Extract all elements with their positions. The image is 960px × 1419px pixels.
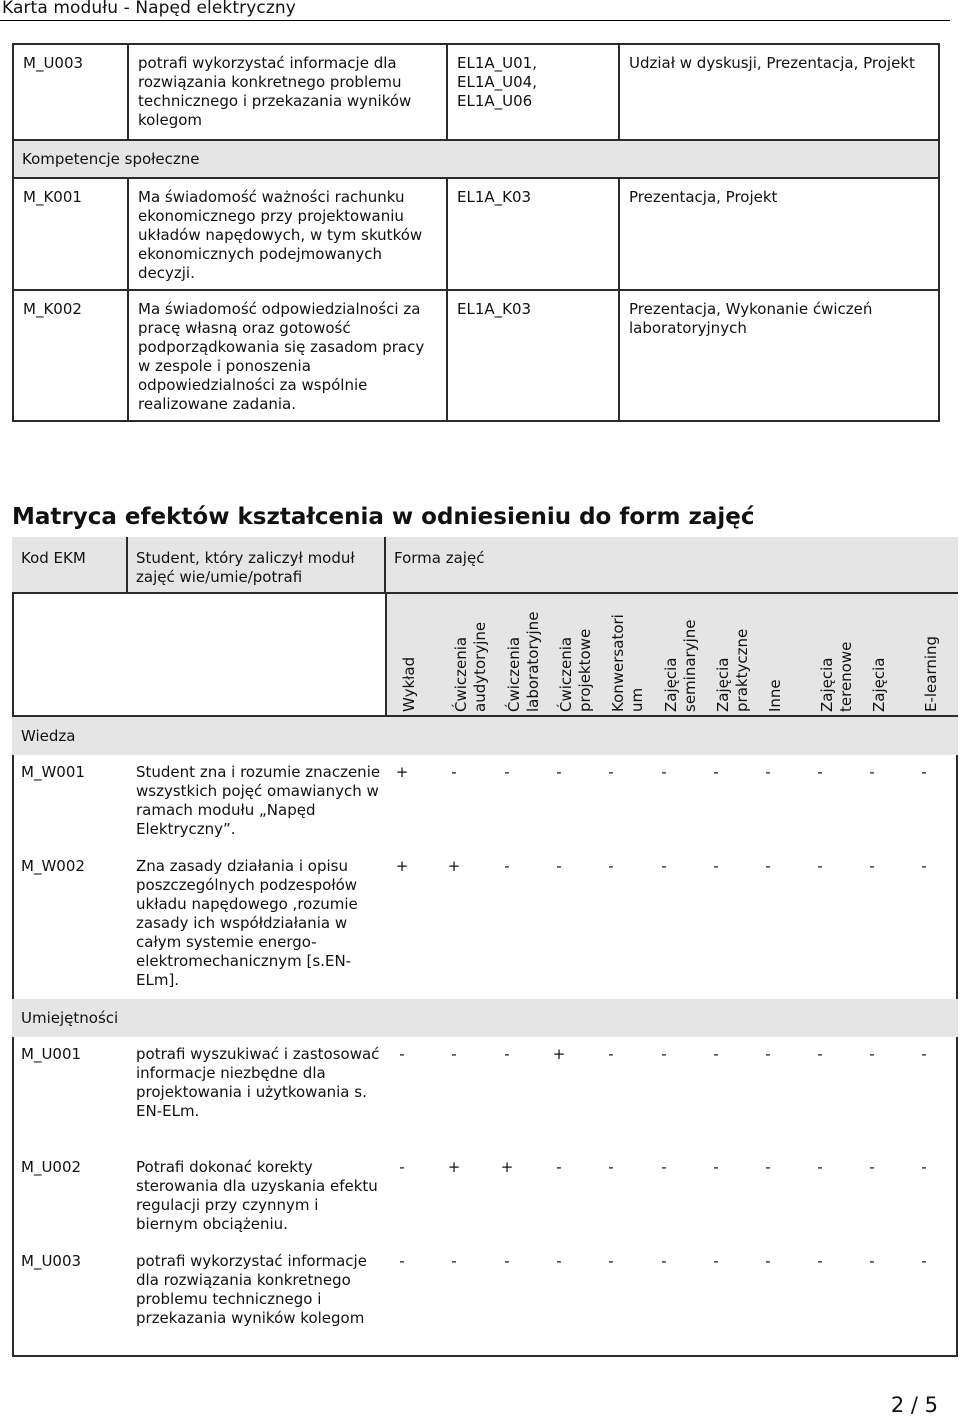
form-header-label: Zajęcia seminaryjne [662, 619, 699, 712]
form-header-6 [714, 592, 766, 712]
form-header-5 [662, 592, 714, 712]
form-header-1 [452, 592, 504, 712]
form-mark: - [869, 1252, 875, 1270]
table-row [13, 44, 939, 140]
form-mark: - [713, 1252, 719, 1270]
form-mark: - [713, 1158, 719, 1176]
form-mark: - [869, 1158, 875, 1176]
form-mark: - [921, 1252, 927, 1270]
form-mark: - [817, 1158, 823, 1176]
form-header-label: Konwersatori um [609, 614, 646, 712]
form-mark: - [451, 763, 457, 781]
form-mark: - [608, 1045, 614, 1063]
outcome-code: M_K002 [13, 290, 128, 421]
outcome-code: M_K001 [13, 178, 128, 290]
form-mark: - [713, 763, 719, 781]
col-forms-header: Forma zajęć [394, 549, 485, 567]
section-title-wiedza: Wiedza [21, 727, 76, 745]
form-mark: + [447, 1158, 461, 1176]
form-mark: + [500, 1158, 514, 1176]
outcome-methods: Prezentacja, Wykonanie ćwiczeń laboratoryjnych [619, 290, 939, 421]
form-header-7 [766, 592, 818, 712]
form-mark: - [869, 1045, 875, 1063]
form-mark: + [552, 1045, 566, 1063]
form-mark: - [399, 1158, 405, 1176]
form-mark: - [399, 1045, 405, 1063]
outcome-methods: Prezentacja, Projekt [619, 178, 939, 290]
section-band-wiedza [12, 717, 958, 755]
matrix-table [12, 537, 958, 1357]
form-header-label: Zajęcia terenowe [818, 641, 855, 712]
form-mark: - [451, 1252, 457, 1270]
form-header-label: Ćwiczenia laboratoryjne [505, 611, 542, 712]
form-header-4 [609, 592, 661, 712]
form-mark: - [556, 763, 562, 781]
form-header-3 [557, 592, 609, 712]
outcome-description: Ma świadomość ważności rachunku ekonomicznego przy projektowaniu układów napędowych, w tym skutków ekonomicznych podejmowanych decyzji. [128, 178, 447, 290]
form-header-10 [922, 592, 960, 712]
form-mark: - [869, 857, 875, 875]
row-description: Student zna i rozumie znaczenie wszystkich pojęć omawianych w ramach modułu „Napęd Elektryczny”. [136, 763, 381, 838]
form-mark: - [817, 857, 823, 875]
form-header-label: Wykład [400, 656, 418, 712]
row-divider [12, 715, 958, 717]
form-mark: - [556, 857, 562, 875]
learning-outcomes-table [12, 43, 940, 422]
form-mark: - [504, 857, 510, 875]
form-mark: - [817, 1252, 823, 1270]
form-mark: - [504, 1252, 510, 1270]
section-title: Kompetencje społeczne [13, 140, 939, 178]
form-mark: - [661, 1158, 667, 1176]
form-header-0 [400, 592, 452, 712]
header-divider [0, 20, 950, 21]
form-header-label: Inne [766, 679, 784, 712]
form-mark: - [451, 1045, 457, 1063]
form-mark: - [817, 1045, 823, 1063]
form-header-label: Ćwiczenia audytoryjne [452, 621, 489, 712]
form-mark: - [765, 1045, 771, 1063]
form-header-label: Ćwiczenia projektowe [557, 628, 594, 712]
form-mark: - [869, 763, 875, 781]
matrix-heading: Matryca efektów kształcenia w odniesieniu do form zajęć [12, 504, 755, 530]
form-mark: - [661, 763, 667, 781]
row-code: M_W001 [21, 763, 85, 781]
form-mark: - [921, 857, 927, 875]
outcome-reference: EL1A_K03 [447, 290, 619, 421]
form-mark: - [713, 1045, 719, 1063]
outcome-description: potrafi wykorzystać informacje dla rozwiązania konkretnego problemu technicznego i przekazania wyników kolegom [128, 44, 447, 140]
form-header-label: E-learning [922, 635, 940, 712]
form-mark: - [921, 763, 927, 781]
table-row [13, 290, 939, 421]
form-mark: - [608, 857, 614, 875]
form-mark: - [817, 763, 823, 781]
outcome-methods: Udział w dyskusji, Prezentacja, Projekt [619, 44, 939, 140]
form-mark: - [661, 1252, 667, 1270]
col-divider [384, 537, 386, 594]
form-header-2 [505, 592, 557, 712]
row-code: M_U001 [21, 1045, 82, 1063]
form-mark: - [921, 1158, 927, 1176]
col-code-header: Kod EKM [21, 549, 86, 567]
form-mark: - [765, 763, 771, 781]
row-code: M_U002 [21, 1158, 82, 1176]
form-header-label: Zajęcia praktyczne [714, 628, 751, 712]
form-mark: - [504, 763, 510, 781]
form-mark: + [447, 857, 461, 875]
table-row [13, 178, 939, 290]
row-description: potrafi wykorzystać informacje dla rozwiązania konkretnego problemu technicznego i przekazania wyników kolegom [136, 1252, 367, 1327]
page-header-title: Karta modułu - Napęd elektryczny [2, 0, 296, 18]
section-title-umiejetnosci: Umiejętności [21, 1009, 119, 1027]
form-mark: - [661, 1045, 667, 1063]
form-mark: - [504, 1045, 510, 1063]
form-mark: + [395, 763, 409, 781]
form-header-8 [818, 592, 870, 712]
section-band-umiejetnosci [12, 999, 958, 1037]
form-mark: - [556, 1158, 562, 1176]
outcome-code: M_U003 [13, 44, 128, 140]
form-mark: - [608, 1252, 614, 1270]
outcome-reference: EL1A_K03 [447, 178, 619, 290]
form-mark: - [713, 857, 719, 875]
row-code: M_U003 [21, 1252, 82, 1270]
col-student-header: Student, który zaliczył moduł zajęć wie/umie/potrafi [136, 549, 355, 586]
form-mark: - [765, 857, 771, 875]
row-description: Potrafi dokonać korekty sterowania dla uzyskania efektu regulacji przy czynnym i biernym obciążeniu. [136, 1158, 378, 1233]
form-mark: - [556, 1252, 562, 1270]
form-header-label: Zajęcia [870, 657, 888, 712]
form-header-9 [870, 592, 922, 712]
form-mark: + [395, 857, 409, 875]
row-description: Zna zasady działania i opisu poszczególnych podzespołów układu napędowego ,rozumie zasady ich współdziałania w całym systemie energo-elektromechanicznym [s.EN-ELm]. [136, 857, 358, 989]
form-mark: - [765, 1158, 771, 1176]
row-description: potrafi wyszukiwać i zastosować informacje niezbędne dla projektowania i użytkowania s. EN-ELm. [136, 1045, 380, 1120]
row-code: M_W002 [21, 857, 85, 875]
page-number: 2 / 5 [890, 1393, 938, 1417]
form-mark: - [608, 1158, 614, 1176]
outcome-description: Ma świadomość odpowiedzialności za pracę własną oraz gotowość podporządkowania się zasadom pracy w zespole i ponoszenia odpowiedzialności za wspólnie realizowane zadania. [128, 290, 447, 421]
form-mark: - [921, 1045, 927, 1063]
form-mark: - [765, 1252, 771, 1270]
section-row [13, 140, 939, 178]
outcome-reference: EL1A_U01, EL1A_U04, EL1A_U06 [447, 44, 619, 140]
form-mark: - [399, 1252, 405, 1270]
col-divider [126, 537, 128, 594]
form-mark: - [661, 857, 667, 875]
form-mark: - [608, 763, 614, 781]
